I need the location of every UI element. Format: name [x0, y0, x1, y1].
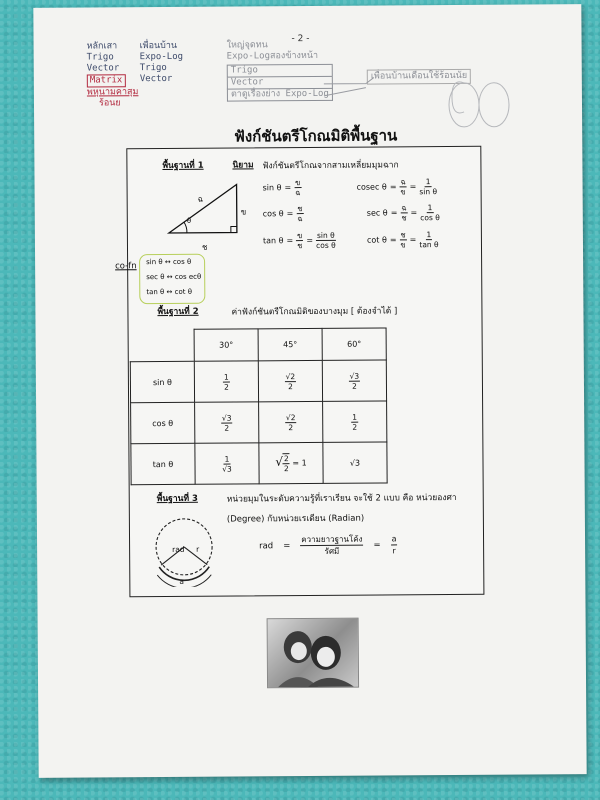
table-header: 45° [258, 328, 322, 360]
ratio-num: ข [297, 231, 303, 241]
radian-equation: rad = $\frac{\text{ความยาวฐานโค้ง}}{\text{รัศมี}}$ = $\frac{a}{r}$ [259, 534, 397, 556]
row-name: tan θ [131, 443, 195, 484]
cell-den: 2 [283, 464, 289, 474]
ratio-lhs: sec θ [366, 208, 388, 218]
ratio-lhs: cos θ [262, 209, 284, 219]
ratio-lhs: sin θ [262, 183, 282, 193]
ratio-extra-num: 1 [425, 177, 431, 187]
note-line: หลักเสา [86, 41, 118, 52]
note-red: ร้อนย [98, 98, 121, 109]
cell-den: 2 [352, 381, 357, 391]
row-name: sin θ [130, 361, 194, 402]
cell-num: 1 [352, 412, 358, 422]
worksheet-page [33, 4, 586, 778]
cofn-label: co-fn [115, 261, 137, 272]
table-cell: √ $\frac{2}{2}$ = 1 [259, 442, 323, 483]
note-col1 [87, 41, 139, 109]
table-cell [195, 443, 259, 484]
section3-text1: หน่วยมุมในระดับความรู้ที่เราเรียน จะใช้ 2 แบบ คือ หน่วยองศา [226, 492, 457, 505]
note-line: Expo-Log [139, 51, 184, 63]
table-row [131, 442, 387, 485]
table-row [130, 360, 386, 403]
note-line: Trigo [139, 62, 167, 74]
section1-label: พื้นฐานที่ 1 [162, 160, 204, 172]
ratio-cosec: cosec θ = $\frac{\text{ฉ}}{\text{ข}}$ = $\frac{1}{\text{sin θ}}$ [356, 177, 438, 197]
cell-den: 2 [352, 422, 358, 432]
tri-adj-label: ช [201, 242, 208, 252]
ratio-den: ช [401, 213, 407, 223]
table-header: 30° [194, 329, 258, 361]
note-col2 [140, 41, 184, 85]
cell-den: 2 [288, 381, 293, 391]
cell-num: √3 [221, 413, 232, 423]
eq-den: รัศมี [324, 546, 340, 556]
section3-text2: (Degree) กับหน่วยเรเดียน (Radian) [226, 513, 365, 525]
cell-den: √3 [222, 464, 232, 474]
table-cell [195, 402, 259, 443]
table-header-row [130, 328, 386, 362]
note-line: ตาดูเรื่องย่าง Expo-Log [227, 89, 333, 102]
note-col4: เพื่อนบ้านเดือนใช้ร้อนนัย [367, 69, 471, 85]
tri-opp-label: ข [240, 207, 247, 217]
cofn-item: tan θ ↔ cot θ [146, 287, 193, 297]
cell-num: 2 [283, 454, 289, 464]
cell-den: 2 [224, 382, 229, 392]
tri-angle-label: θ [186, 216, 192, 225]
table-cell [323, 401, 387, 442]
note-line: Trigo [227, 64, 333, 78]
ratio-extra-den: cos θ [420, 213, 440, 223]
table-header: 60° [322, 328, 386, 360]
cofn-item: sin θ ↔ cos θ [146, 257, 192, 267]
circle-r-label: r [196, 544, 200, 554]
ratio-den: ข [400, 240, 406, 250]
table-cell: √3 [323, 442, 387, 483]
page-number: - 2 - [291, 33, 310, 45]
ratio-num: ช [400, 230, 406, 240]
ratio-extra-den: cos θ [316, 240, 336, 250]
cell-num: √2 [285, 412, 296, 422]
section2-text: ค่าฟังก์ชันตรีโกณมิติของบางมุม [ ต้องจำได้ ] [231, 306, 398, 318]
eq-num: ความยาวฐานโค้ง [300, 534, 363, 546]
cell-num: 1 [224, 454, 230, 464]
table-cell [258, 360, 322, 401]
ratio-den: ข [400, 187, 406, 197]
table-row [131, 401, 387, 444]
cell-num: √2 [285, 371, 296, 381]
note-line: Vector [227, 77, 333, 90]
ratio-extra-den: sin θ [419, 187, 438, 197]
note-boxed: Matrix [87, 74, 126, 87]
ratio-extra-num: 1 [426, 230, 432, 240]
note-red: พหุนามคาสุม [86, 87, 139, 98]
cell-num: 1 [223, 372, 229, 382]
anime-illustration-image [267, 618, 359, 689]
definition-label: นิยาม [232, 160, 254, 171]
ratio-num: ข [295, 178, 301, 188]
table-corner [130, 329, 194, 361]
trig-values-table [130, 327, 388, 485]
note-line: Expo-Logสองข้างหน้า [226, 50, 319, 62]
ratio-extra-den: tan θ [419, 240, 439, 250]
tri-hyp-label: ฉ [197, 194, 204, 204]
note-line: Vector [139, 73, 173, 85]
note-line: เพื่อนบ้าน [139, 40, 178, 52]
ratio-extra-num: sin θ [316, 230, 335, 240]
ratio-tan: tan θ = $\frac{\text{ข}}{\text{ช}}$ = $\frac{\text{sin θ}}{\text{cos θ}}$ [262, 230, 336, 251]
right-triangle-diagram [163, 178, 243, 245]
table-cell [194, 361, 258, 402]
circle-a-label: a [179, 576, 184, 586]
ratio-num: ฉ [401, 203, 407, 213]
ratio-den: ฉ [297, 214, 303, 224]
ratio-sec: sec θ = $\frac{\text{ฉ}}{\text{ช}}$ = $\frac{1}{\text{cos θ}}$ [366, 203, 440, 223]
cell-num: √3 [349, 371, 360, 381]
cell-tail: = 1 [292, 458, 307, 468]
note-line: Vector [86, 63, 120, 74]
note-line: Trigo [86, 52, 114, 63]
row-name: cos θ [131, 402, 195, 443]
ratio-lhs: tan θ [262, 236, 284, 246]
note-line: ใหญ่จุดทน [226, 40, 268, 51]
ratio-lhs: cosec θ [356, 182, 387, 192]
section3-label: พื้นฐานที่ 3 [156, 493, 198, 505]
cell-den: 2 [288, 422, 294, 432]
ratio-sin: sin θ = $\frac{\text{ข}}{\text{ฉ}}$ [262, 178, 301, 198]
illustration-sketch [268, 619, 358, 688]
definition-text: ฟังก์ชันตรีโกณจากสามเหลี่ยมมุมฉาก [262, 160, 399, 172]
section2-label: พื้นฐานที่ 2 [157, 306, 199, 318]
ratio-extra-num: 1 [427, 203, 433, 213]
eq-r-den: r [392, 546, 396, 556]
ratio-cot: cot θ = $\frac{\text{ช}}{\text{ข}}$ = $\frac{1}{\text{tan θ}}$ [366, 230, 439, 250]
ratio-den: ฉ [295, 188, 301, 198]
cell-den: 2 [224, 423, 230, 433]
ratio-lhs: cot θ [366, 235, 387, 245]
ratio-num: ช [297, 204, 303, 214]
circle-rad-label: rad [172, 544, 185, 554]
eq-lhs: rad [259, 540, 274, 551]
eq-r-num: a [391, 533, 398, 545]
cofn-item: sec θ ↔ cos ecθ [146, 272, 202, 282]
table-cell [322, 360, 386, 401]
page-title: ฟังก์ชันตรีโกณมิติพื้นฐาน [234, 126, 398, 146]
ratio-cos: cos θ = $\frac{\text{ช}}{\text{ฉ}}$ [262, 204, 303, 224]
note-circles-sketch [446, 77, 516, 137]
cofn-box [139, 254, 205, 304]
ratio-den: ช [297, 241, 303, 251]
ratio-num: ฉ [400, 177, 406, 187]
table-cell [259, 401, 323, 442]
